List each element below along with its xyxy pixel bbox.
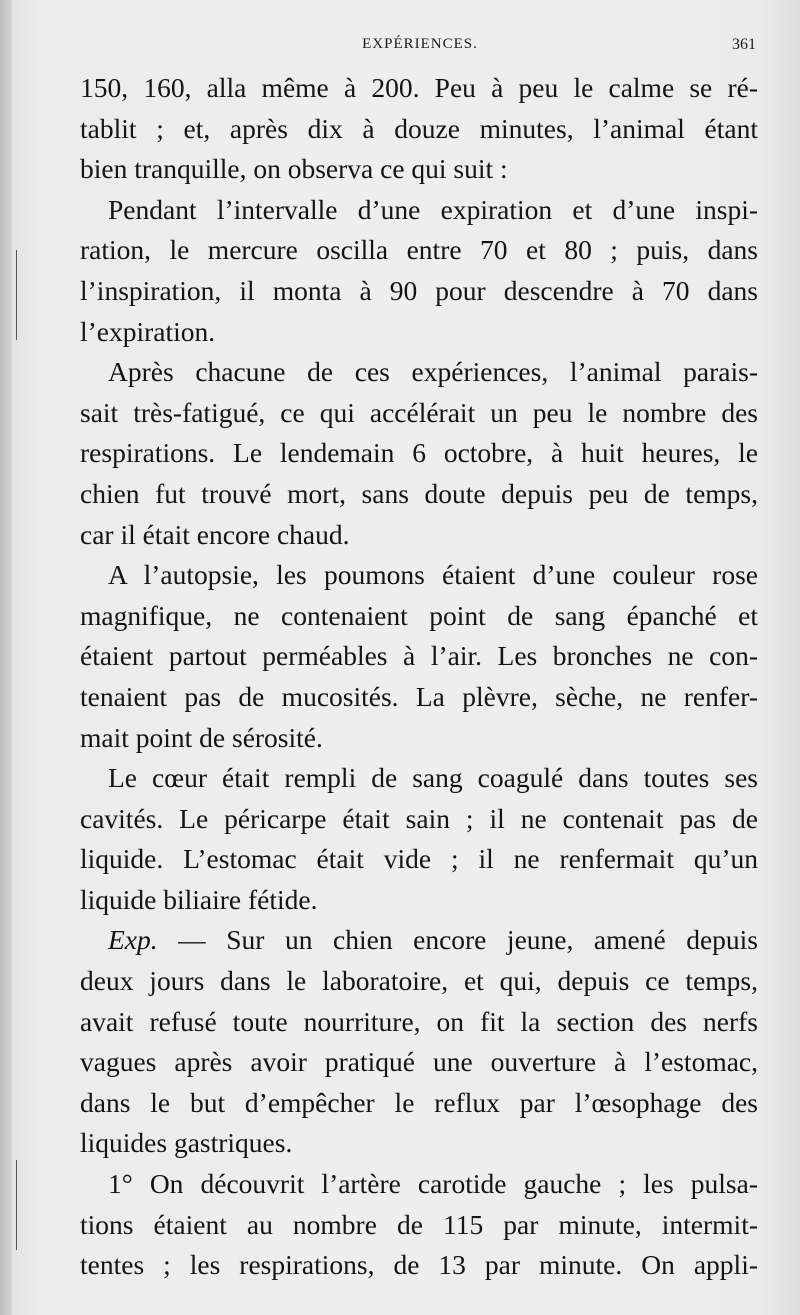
text-line (80, 677, 758, 718)
line-text: 1° On découvrit l’artère carotide gauche ; les pulsa- (108, 1168, 758, 1200)
line-text: deux jours dans le laboratoire, et qui, depuis ce temps, (80, 965, 758, 997)
text-line (80, 1245, 758, 1286)
page-number: 361 (732, 36, 756, 53)
body-text (80, 68, 758, 1286)
line-text: tions étaient au nombre de 115 par minute, intermit- (80, 1208, 758, 1240)
text-line (80, 474, 758, 515)
line-text: cavités. Le péricarpe était sain ; il ne contenait pas de (80, 802, 758, 834)
line-text: chien fut trouvé mort, sans doute depuis peu de temps, (80, 477, 758, 509)
text-line (80, 961, 758, 1002)
line-text: Le cœur était rempli de sang coagulé dans toutes ses (108, 762, 758, 794)
line-text: respirations. Le lendemain 6 octobre, à huit heures, le (80, 437, 758, 469)
text-line (80, 799, 758, 840)
text-line (80, 149, 758, 190)
text-line (80, 190, 758, 231)
line-text: tentes ; les respirations, de 13 par minute. On appli- (80, 1249, 758, 1281)
text-line (80, 1042, 758, 1083)
line-text: mait point de sérosité. (80, 721, 323, 753)
text-line (80, 393, 758, 434)
line-text: liquide biliaire fétide. (80, 883, 318, 915)
running-header (80, 36, 760, 58)
text-line (80, 718, 758, 759)
line-text: tablit ; et, après dix à douze minutes, l’animal étant (80, 112, 758, 144)
text-line (80, 515, 758, 556)
text-line (80, 1083, 758, 1124)
text-line (80, 880, 758, 921)
line-text: tenaient pas de mucosités. La plèvre, sèche, ne renfer- (80, 680, 758, 712)
running-title: EXPÉRIENCES. (362, 36, 478, 52)
line-text: dans le but d’empêcher le reflux par l’œsophage des (80, 1086, 758, 1118)
line-text: 150, 160, alla même à 200. Peu à peu le calme se ré- (80, 72, 758, 103)
text-line (80, 109, 758, 150)
line-text: ration, le mercure oscilla entre 70 et 80 ; puis, dans (80, 234, 758, 266)
line-text: l’expiration. (80, 315, 216, 347)
text-line (80, 920, 758, 961)
text-line (80, 555, 758, 596)
text-line (80, 1123, 758, 1164)
text-line (80, 1002, 758, 1043)
text-line (80, 758, 758, 799)
text-line (80, 1205, 758, 1246)
line-text: avait refusé toute nourriture, on fit la section des nerfs (80, 1005, 758, 1037)
text-line (80, 433, 758, 474)
line-text: l’inspiration, il monta à 90 pour descendre à 70 dans (80, 274, 758, 306)
page-gutter-shadow (0, 0, 12, 1315)
text-line (80, 596, 758, 637)
line-text: Après chacune de ces expériences, l’animal parais- (108, 356, 758, 388)
text-line (80, 230, 758, 271)
text-line (80, 1164, 758, 1205)
line-text: sait très-fatigué, ce qui accélérait un peu le nombre des (80, 396, 758, 428)
line-text: magnifique, ne contenaient point de sang épanché et (80, 599, 758, 631)
line-text: A l’autopsie, les poumons étaient d’une couleur rose (108, 559, 758, 591)
text-line (80, 839, 758, 880)
line-text: car il était encore chaud. (80, 518, 350, 550)
margin-mark (16, 250, 17, 340)
text-line (80, 271, 758, 312)
line-text: bien tranquille, on observa ce qui suit : (80, 153, 508, 185)
line-text: liquides gastriques. (80, 1127, 293, 1159)
italic-label: Exp. (108, 924, 158, 956)
text-line (80, 636, 758, 677)
line-text: — Sur un chien encore jeune, amené depuis (157, 924, 758, 956)
text-line (80, 352, 758, 393)
text-line (80, 68, 758, 109)
line-text: Pendant l’intervalle d’une expiration et d’une inspi- (108, 193, 758, 225)
line-text: étaient partout perméables à l’air. Les bronches ne con- (80, 640, 758, 672)
margin-mark (16, 1160, 17, 1250)
line-text: liquide. L’estomac était vide ; il ne renfermait qu’un (80, 843, 758, 875)
text-line (80, 312, 758, 353)
line-text: vagues après avoir pratiqué une ouverture à l’estomac, (80, 1046, 758, 1078)
